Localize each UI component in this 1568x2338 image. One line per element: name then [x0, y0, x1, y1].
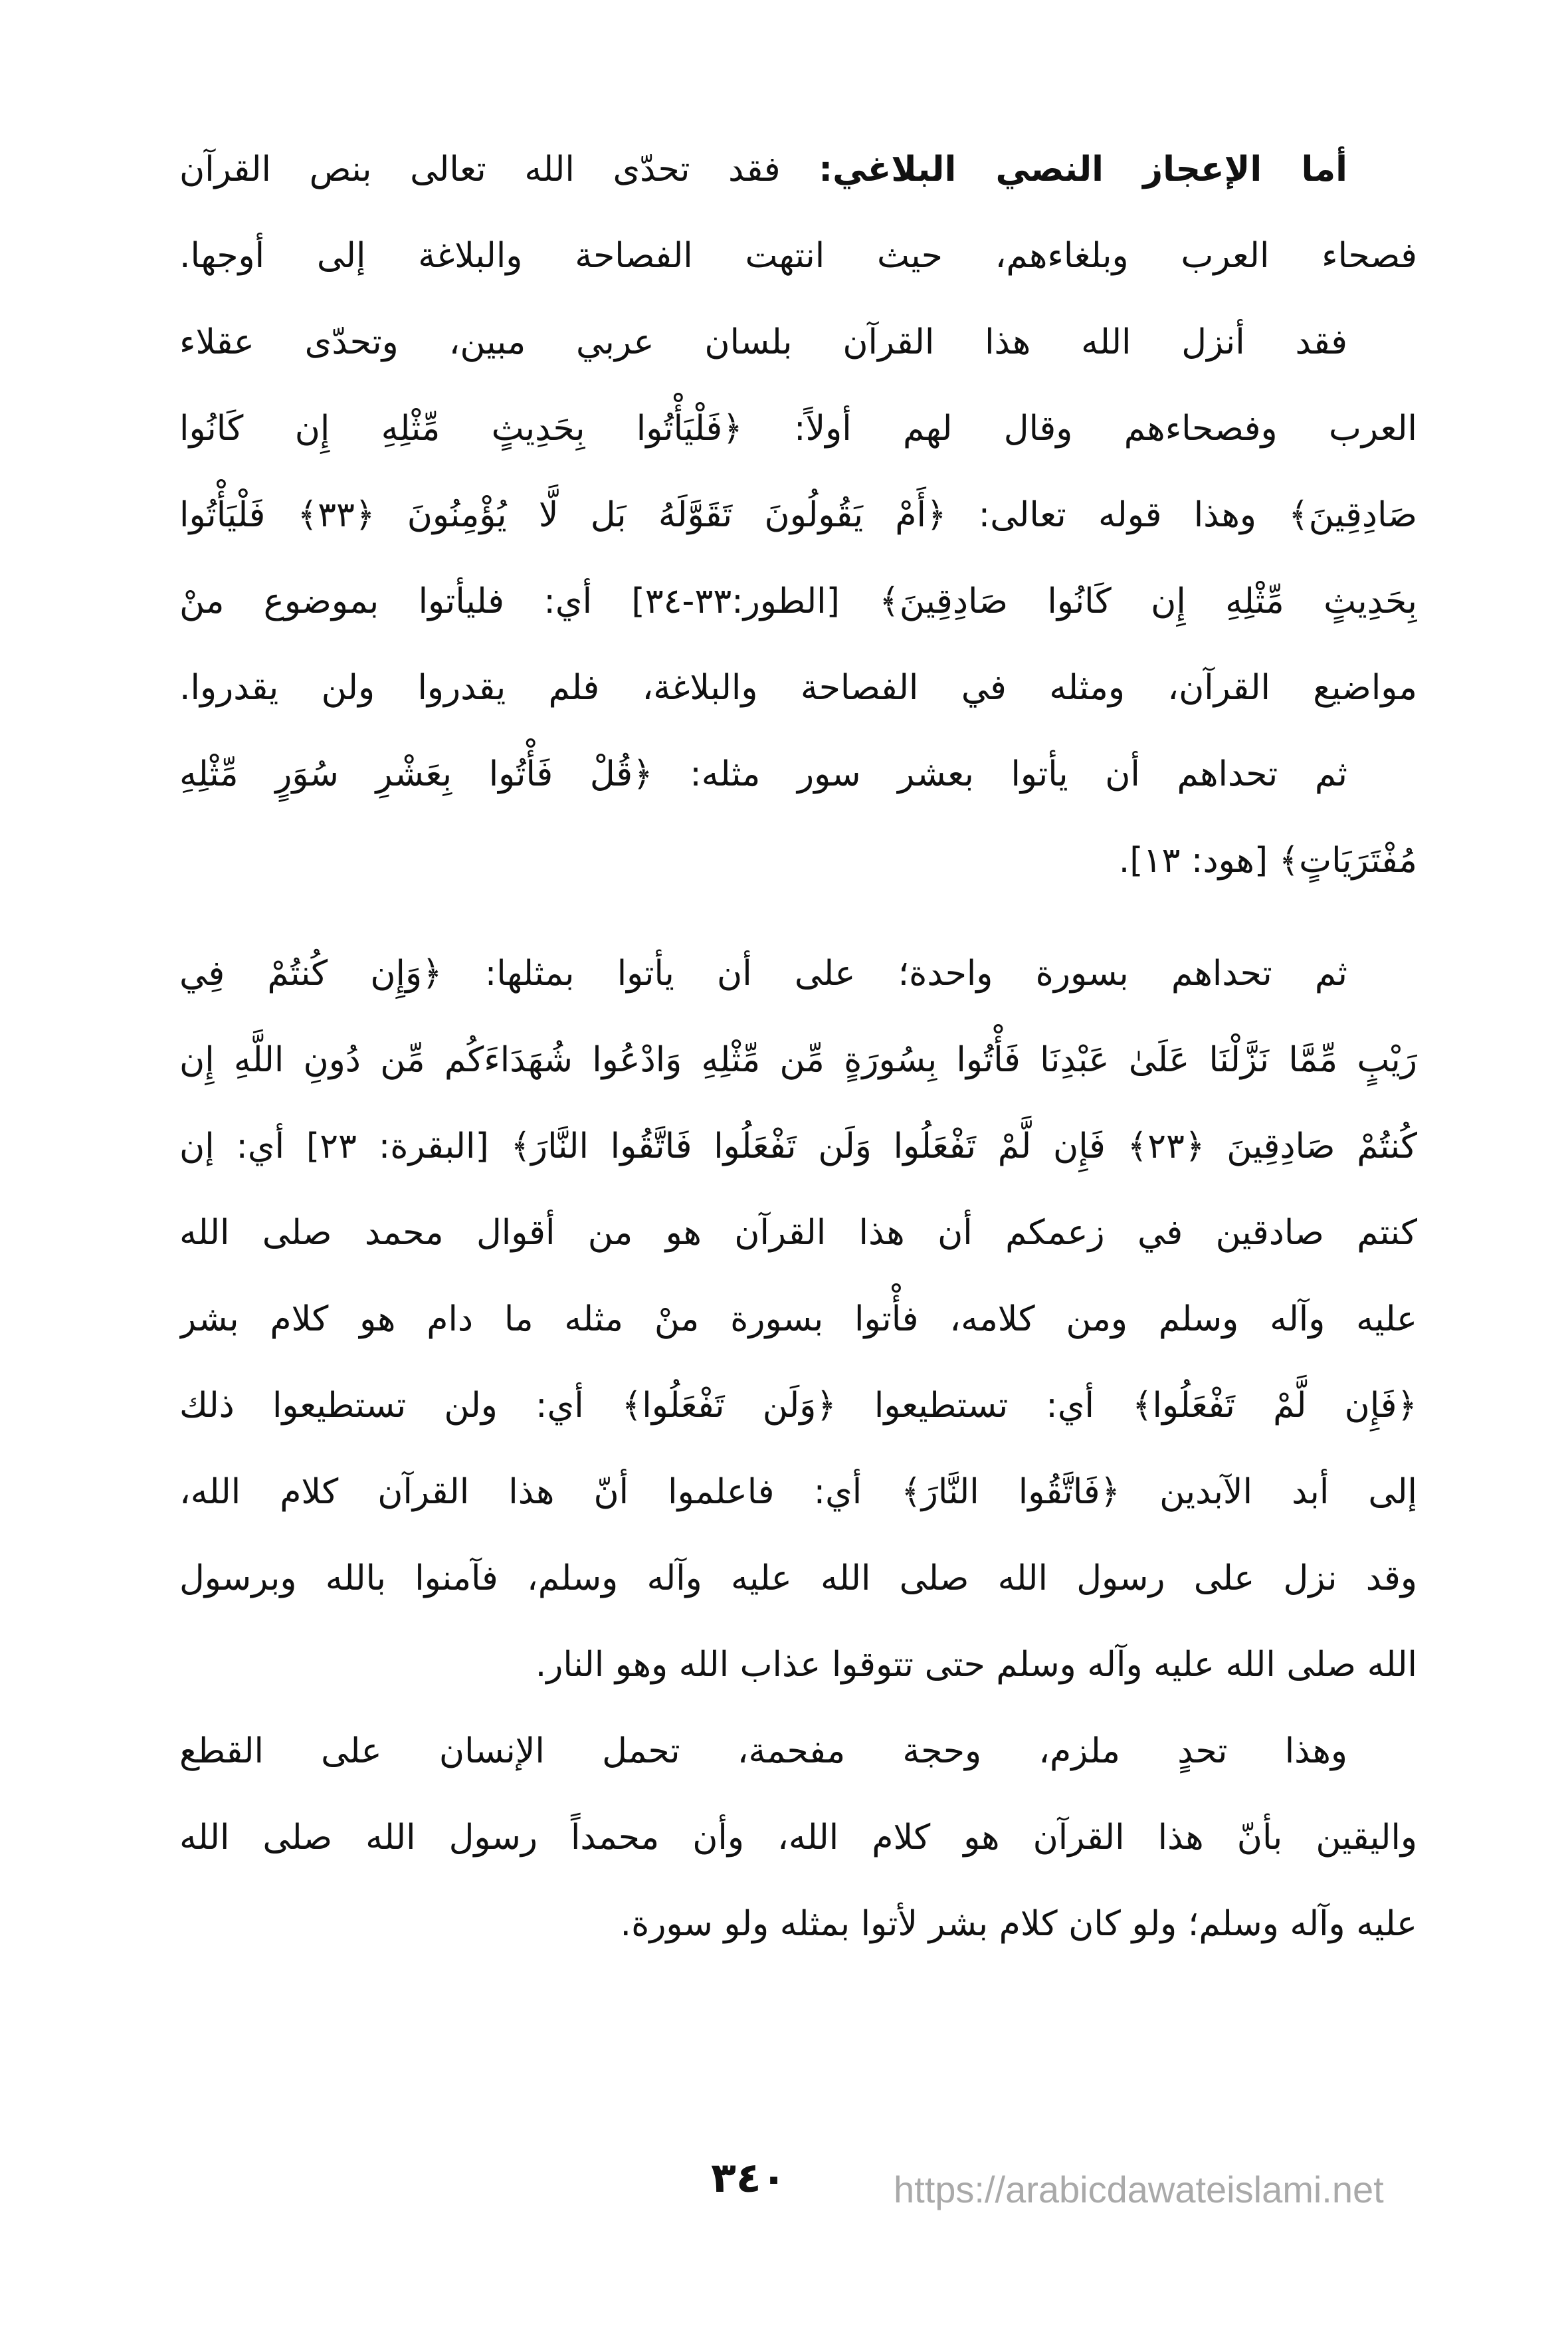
text-line: ثم تحداهم بسورة واحدة؛ على أن يأتوا بمثلها: ﴿وَإِن كُنتُمْ فِي	[179, 954, 1347, 994]
text-line: فصحاء العرب وبلغاءهم، حيث انتهت الفصاحة والبلاغة إلى أوجها.	[179, 236, 1417, 276]
text-line: فقد أنزل الله هذا القرآن بلسان عربي مبين، وتحدّى عقلاء	[179, 322, 1347, 362]
text-line: كنتم صادقين في زعمكم أن هذا القرآن هو من أقوال محمد صلى الله	[179, 1213, 1417, 1253]
page-number: ٣٤٠	[711, 2153, 787, 2202]
text-line: بِحَدِيثٍ مِّثْلِهِ إِن كَانُوا صَادِقِينَ﴾ [الطور:٣٣-٣٤] أي: فليأتوا بموضوع منْ	[179, 582, 1417, 621]
text-line: واليقين بأنّ هذا القرآن هو كلام الله، وأن محمداً رسول الله صلى الله	[179, 1818, 1417, 1858]
text-line: العرب وفصحاءهم وقال لهم أولاً: ﴿فَلْيَأْتُوا بِحَدِيثٍ مِّثْلِهِ إِن كَانُوا	[179, 409, 1417, 449]
page-body	[179, 126, 1417, 1967]
watermark-url: https://arabicdawateislami.net	[894, 2169, 1384, 2210]
text-line: مواضيع القرآن، ومثله في الفصاحة والبلاغة، فلم يقدروا ولن يقدروا.	[179, 668, 1417, 708]
text-line: صَادِقِينَ﴾ وهذا قوله تعالى: ﴿أَمْ يَقُولُونَ تَقَوَّلَهُ بَل لَّا يُؤْمِنُونَ ﴿٣٣﴾ فَلْيَأْتُوا	[179, 495, 1417, 535]
text-line: وهذا تحدٍ ملزم، وحجة مفحمة، تحمل الإنسان على القطع	[179, 1731, 1347, 1771]
text-line: مُفْتَرَيَاتٍ﴾ [هود: ١٣].	[1118, 841, 1417, 881]
section-heading: أما الإعجاز النصي البلاغي:	[819, 150, 1347, 189]
text-line: ثم تحداهم أن يأتوا بعشر سور مثله: ﴿قُلْ فَأْتُوا بِعَشْرِ سُوَرٍ مِّثْلِهِ	[179, 754, 1347, 794]
text-line: إلى أبد الآبدين ﴿فَاتَّقُوا النَّارَ﴾ أي: فاعلموا أنّ هذا القرآن كلام الله،	[179, 1472, 1417, 1512]
text-line: عليه وآله وسلم؛ ولو كان كلام بشر لأتوا بمثله ولو سورة.	[620, 1904, 1417, 1944]
text-line: وقد نزل على رسول الله صلى الله عليه وآله وسلم، فآمنوا بالله وبرسول	[179, 1558, 1417, 1598]
text-line: ﴿فَإِن لَّمْ تَفْعَلُوا﴾ أي: تستطيعوا ﴿وَلَن تَفْعَلُوا﴾ أي: ولن تستطيعوا ذلك	[179, 1386, 1417, 1426]
text-line: كُنتُمْ صَادِقِينَ ﴿٢٣﴾ فَإِن لَّمْ تَفْعَلُوا وَلَن تَفْعَلُوا فَاتَّقُوا النَّارَ﴾ [البقرة: ٢٣] أي: إن	[179, 1126, 1417, 1166]
text-line	[179, 126, 1417, 213]
text-line: عليه وآله وسلم ومن كلامه، فأْتوا بسورة منْ مثله ما دام هو كلام بشر	[179, 1299, 1417, 1339]
quran-line: رَيْبٍ مِّمَّا نَزَّلْنَا عَلَىٰ عَبْدِنَا فَأْتُوا بِسُورَةٍ مِّن مِّثْلِهِ وَادْعُوا شُهَدَاءَكُم مِّن دُونِ اللَّهِ إِن	[179, 1040, 1417, 1080]
text-line: الله صلى الله عليه وآله وسلم حتى تتوقوا عذاب الله وهو النار.	[535, 1645, 1417, 1685]
text-span: فقد تحدّى الله تعالى بنص القرآن	[179, 150, 819, 189]
